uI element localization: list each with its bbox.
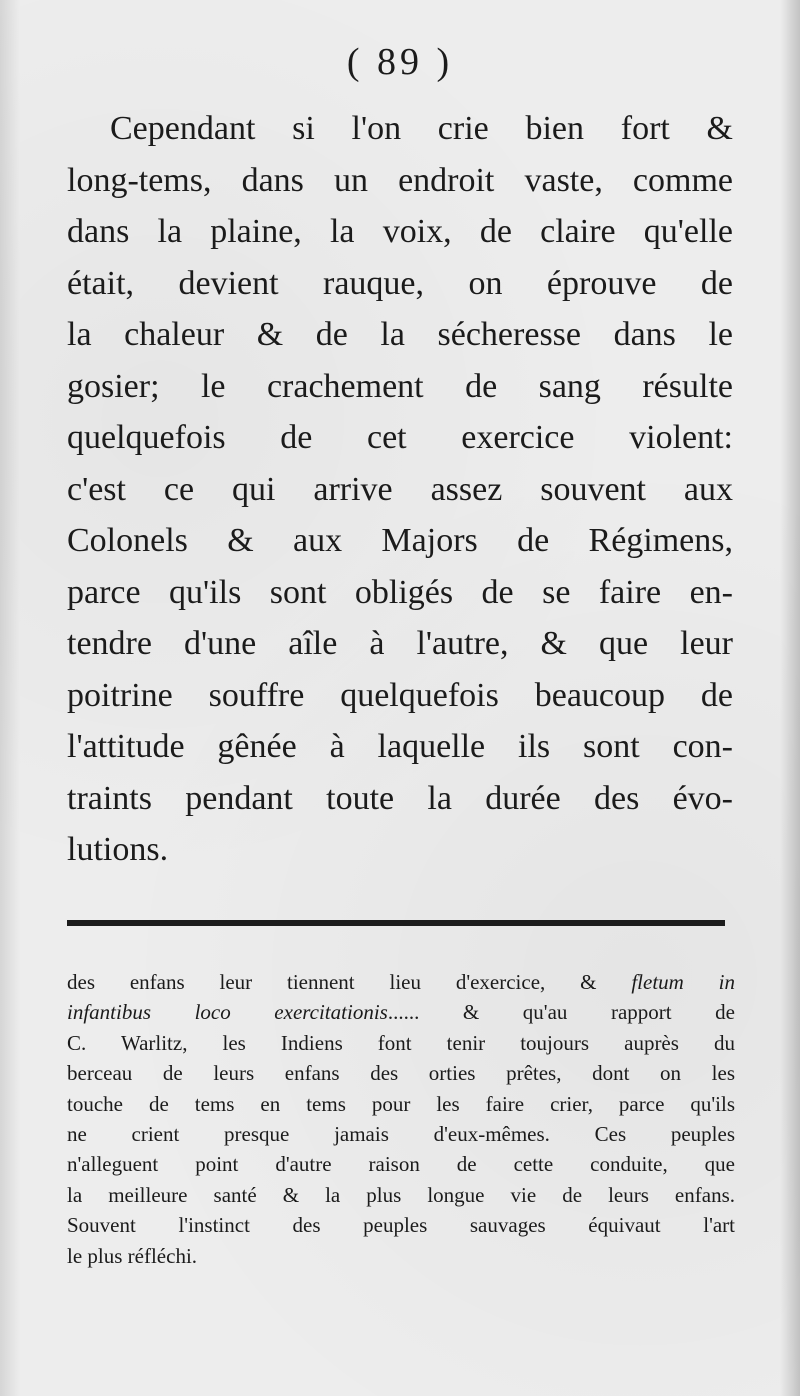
text-line: gosier; le crachement de sang résulte <box>67 367 733 405</box>
text-line: Cependant si l'on crie bien fort & <box>110 110 733 147</box>
footnote-line: n'alleguent point d'autre raison de cette conduite, que <box>67 1152 735 1177</box>
footnote <box>67 967 735 1271</box>
text-line: traints pendant toute la durée des évo- <box>67 779 733 817</box>
footnote-line: ne crient presque jamais d'eux-mêmes. Ces peuples <box>67 1121 735 1146</box>
text-line: long-tems, dans un endroit vaste, comme <box>67 161 733 199</box>
text-line: tendre d'une aîle à l'autre, & que leur <box>67 625 733 662</box>
footnote-line: le plus réfléchi. <box>67 1243 198 1268</box>
footnote-line: C. Warlitz, les Indiens font tenir toujours auprès du <box>67 1030 735 1055</box>
footnote-line: touche de tems en tems pour les faire crier, parce qu'ils <box>67 1091 735 1116</box>
footnote-latin: infantibus loco exercitationis <box>67 1000 388 1025</box>
text-line: parce qu'ils sont obligés de se faire en- <box>67 573 733 611</box>
text-line: l'attitude gênée à laquelle ils sont con- <box>67 728 733 765</box>
footnote-line <box>67 967 735 997</box>
footnote-line: la meilleure santé & la plus longue vie de leurs enfans. <box>67 1182 735 1207</box>
text-line: était, devient rauque, on éprouve de <box>67 264 733 302</box>
text-line: quelquefois de cet exercice violent: <box>67 419 733 456</box>
text-line: poitrine souffre quelquefois beaucoup de <box>67 676 733 714</box>
footnote-line <box>67 997 735 1027</box>
footnote-line: Souvent l'instinct des peuples sauvages équivaut l'art <box>67 1213 735 1238</box>
footnote-text: des enfans leur tiennent lieu d'exercice, & <box>67 970 597 994</box>
footnote-text: ...... & qu'au rapport de <box>387 1000 736 1025</box>
footnote-latin: fletum in <box>631 970 736 994</box>
text-line: dans la plaine, la voix, de claire qu'elle <box>67 213 733 250</box>
main-text <box>67 103 733 876</box>
text-line: la chaleur & de la sécheresse dans le <box>67 316 733 353</box>
page-number: ( 89 ) <box>346 41 454 83</box>
text-line: lutions. <box>67 831 169 868</box>
text-line: c'est ce qui arrive assez souvent aux <box>67 470 733 508</box>
footnote-line: berceau de leurs enfans des orties prêtes, dont on les <box>67 1061 735 1086</box>
text-line: Colonels & aux Majors de Régimens, <box>67 522 733 559</box>
footnote-divider <box>67 920 725 926</box>
